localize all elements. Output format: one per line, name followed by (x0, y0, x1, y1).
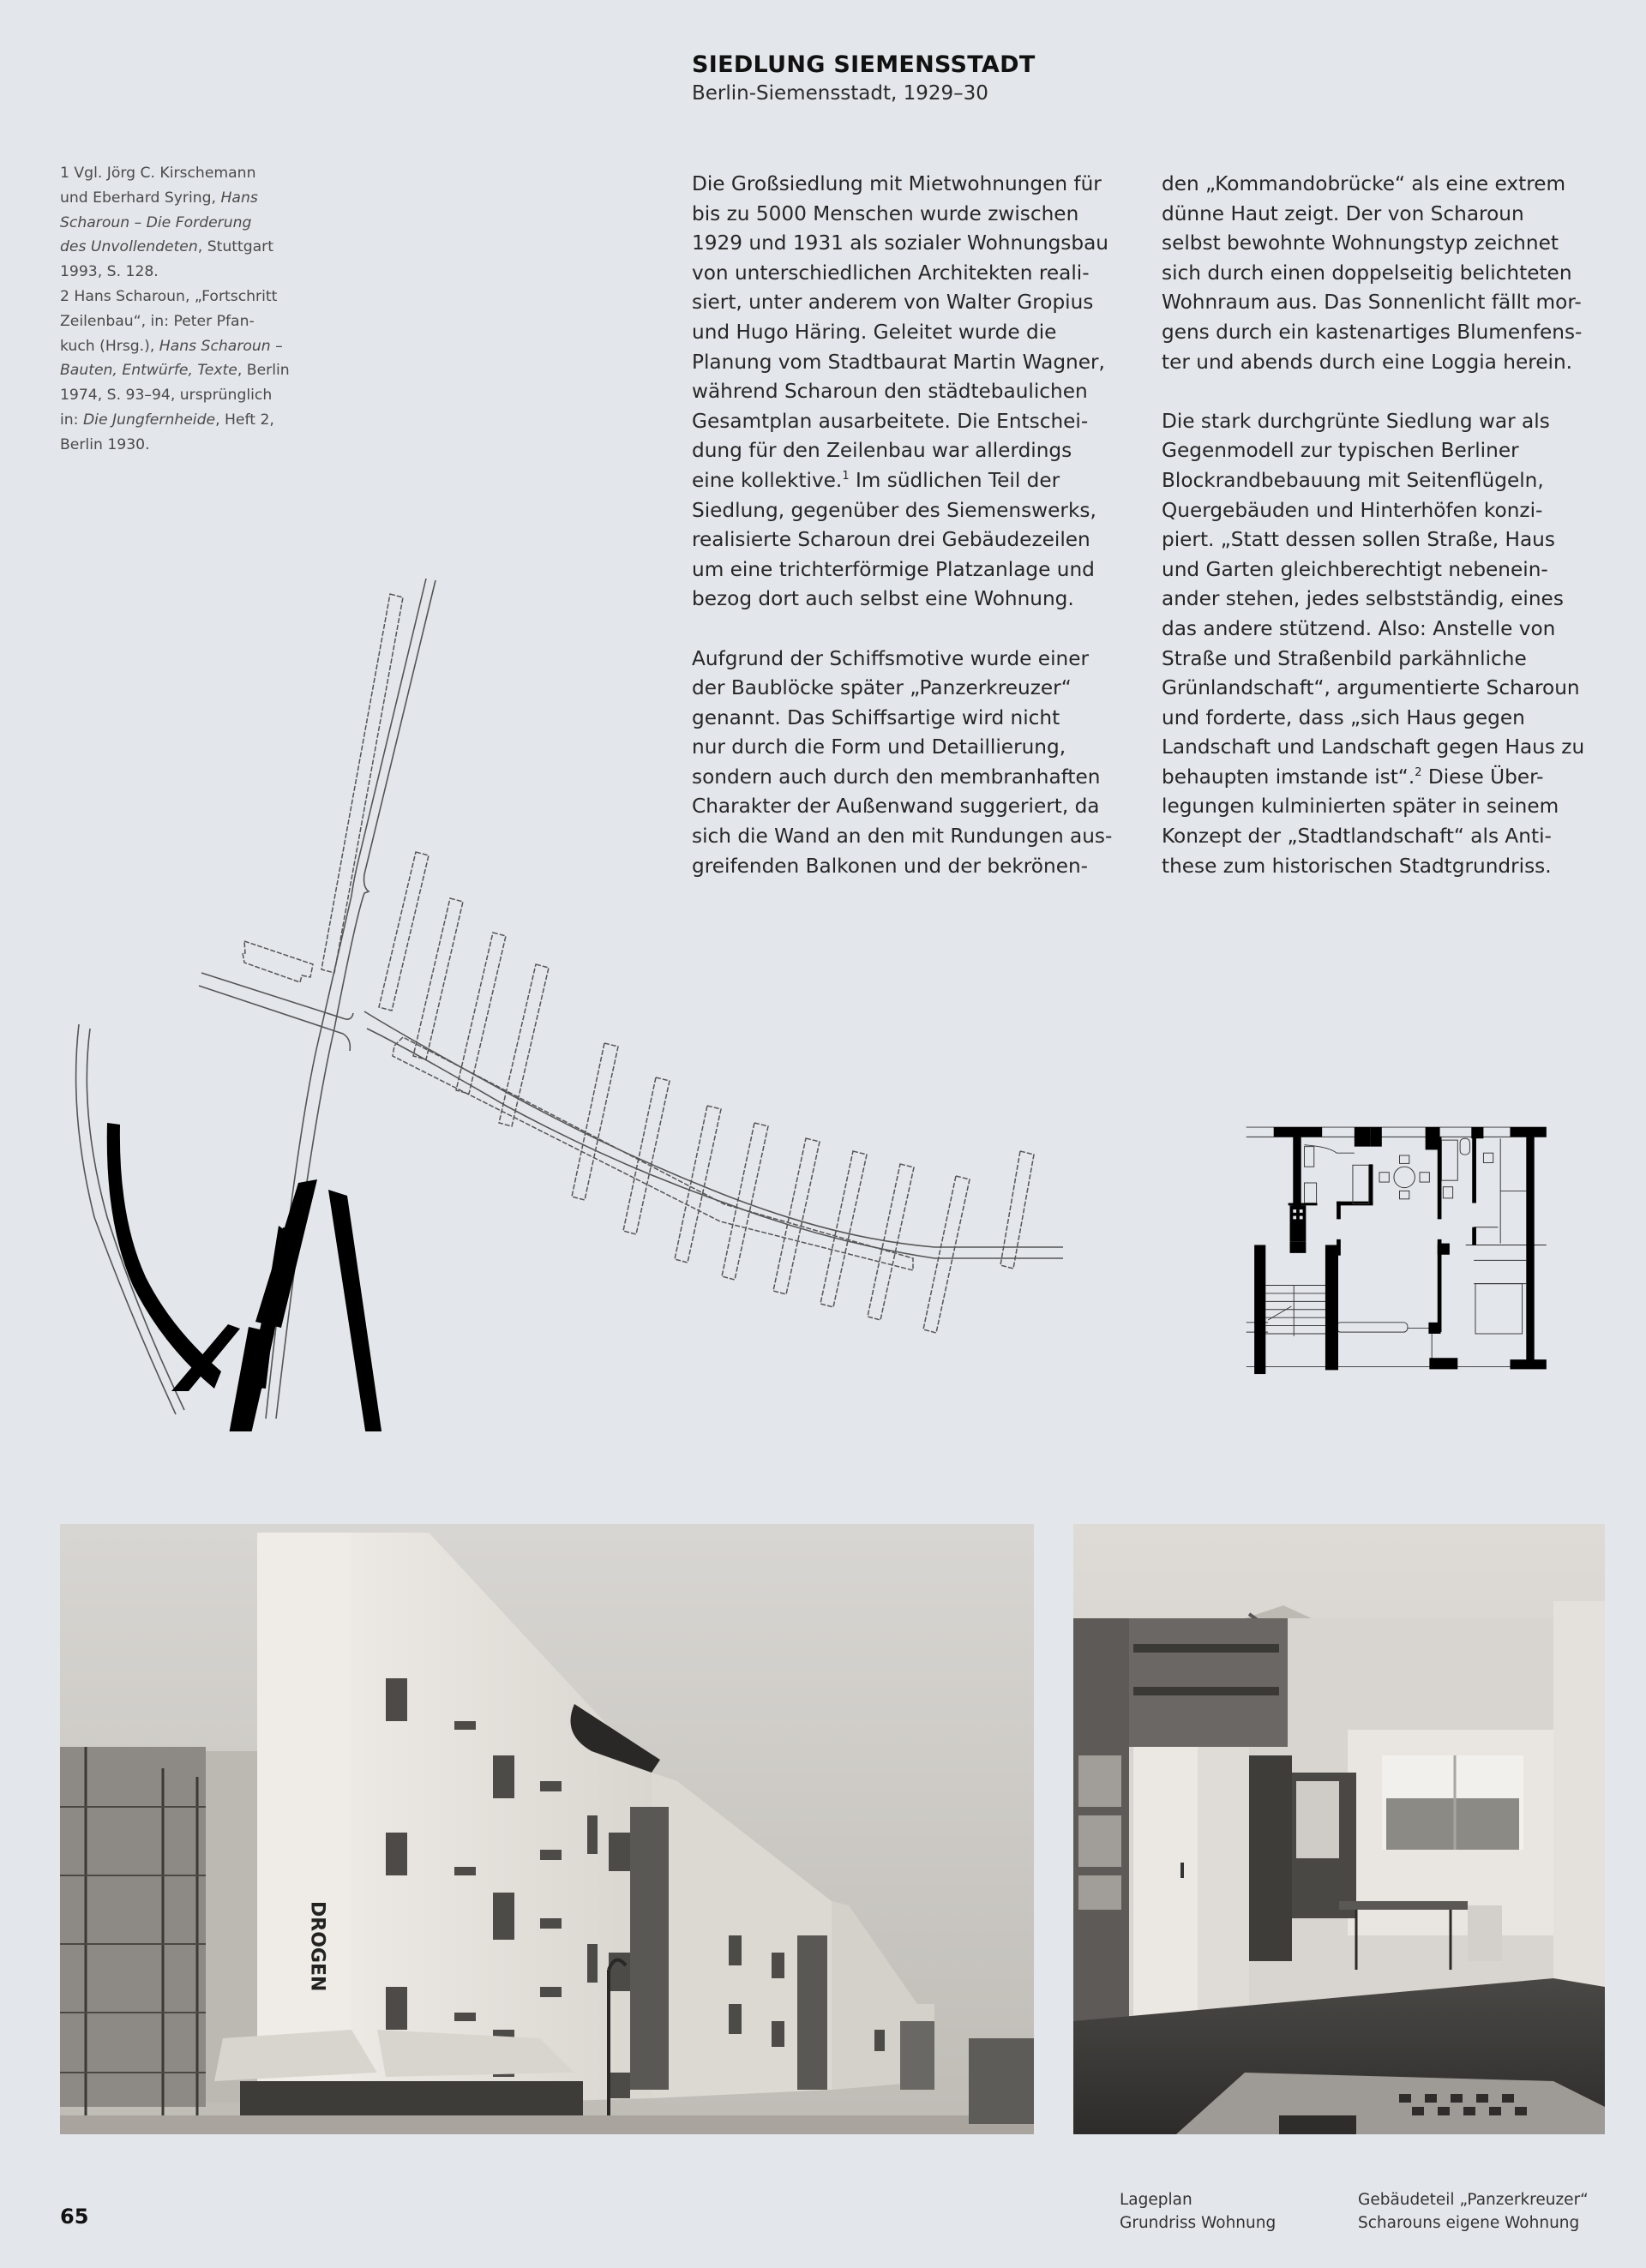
caption-floor-plan: Grundriss Wohnung (1120, 2214, 1277, 2232)
footnotes (60, 161, 326, 458)
footnote-line: kuch (Hrsg.), Hans Scharoun – (60, 337, 283, 355)
building-row (722, 1123, 768, 1280)
dining-table (1394, 1167, 1415, 1187)
site-plan-building-rows (243, 594, 1034, 1333)
photo-scharoun-apartment-image (1073, 1524, 1605, 2134)
building-row (456, 933, 506, 1094)
building-row (1000, 1151, 1034, 1269)
footnote-line: Scharoun – Die Forderung (60, 213, 252, 231)
page-subtitle: Berlin-Siemensstadt, 1929–30 (692, 82, 988, 105)
street-east-a (364, 1011, 1063, 1247)
footnote-line: Berlin 1930. (60, 435, 150, 453)
photo-panzerkreuzer-image (60, 1524, 1034, 2134)
building-row (923, 1176, 970, 1333)
caption-photo-apartment: Scharouns eigene Wohnung (1358, 2214, 1580, 2232)
footnote-line: Bauten, Entwürfe, Texte, Berlin (60, 362, 290, 380)
signage-vertical: DROGEN (306, 1901, 328, 1992)
building-row (243, 941, 313, 982)
footnote-1 (60, 161, 326, 285)
footnote-line: in: Die Jungfernheide, Heft 2, (60, 411, 274, 429)
caption-plans (1120, 2188, 1276, 2235)
page-title: SIEDLUNG SIEMENSSTADT (692, 51, 1036, 78)
street-west-b (199, 986, 350, 1051)
footnote-line: 1974, S. 93–94, ursprünglich (60, 387, 273, 405)
building-row (773, 1138, 820, 1294)
floor-plan-walls (1254, 1127, 1547, 1374)
site-plan-streets (76, 579, 1063, 1419)
footnote-marker[interactable]: 2 (1415, 765, 1422, 779)
footnote-2 (60, 285, 326, 458)
footnote-line: 1993, S. 128. (60, 263, 159, 281)
body-column-2 (1162, 170, 1625, 911)
building-row (379, 852, 429, 1011)
building-row (413, 898, 463, 1059)
body-paragraph: Die Großsiedlung mit Mietwohnungen für bis zu 5000 Menschen wurde zwischen 1929 und 1931 als sozialer Wohnungsbau von unterschiedlichen Architekten reali- siert, unter anderem von Walter Gropius und Hugo Häring. Geleitet wurde die Planung vom Stadtbaurat Martin Wagner, während Scharoun den städtebaulichen Gesamtplan ausarbeitete. Die Entschei- dung für den Zeilenbau war allerdings eine kollektive.$^1$ Im südlichen Teil der Siedlung, gegenüber des Siemenswerks, realisierte Scharoun drei Gebäudezeilen um eine trichterförmige Platzanlage und bezog dort auch selbst eine Wohnung. (692, 172, 1109, 611)
building-row (321, 594, 403, 973)
photo-panzerkreuzer (60, 1524, 1034, 2134)
body-paragraph: Die stark durchgrünte Siedlung war als Gegenmodell zur typischen Berliner Blockrandbebauung mit Seitenflügeln, Quergebäuden und Hinterhöfen konzi- piert. „Statt dessen sollen Straße, Haus und Garten gleichberechtigt nebenein- ander stehen, jedes selbstständig, eines das andere stützend. Also: Anstelle von Straße und Straßenbild parkähnliche Grünlandschaft“, argumentierte Scharoun und forderte, dass „sich Haus gegen Landschaft und Landschaft gegen Haus zu behaupten imstande ist“.$^2$ Diese Über- legungen kulminierten später in seinem Konzept der „Stadtlandschaft“ als Anti- these zum historischen Stadtgrundriss. (1162, 409, 1585, 878)
article-header (692, 50, 1036, 106)
site-plan (60, 566, 1072, 1431)
caption-site-plan: Lageplan (1120, 2191, 1192, 2209)
footnote-line: 1 Vgl. Jörg C. Kirschemann (60, 165, 256, 182)
caption-photo-panzerkreuzer: Gebäudeteil „Panzerkreuzer“ (1358, 2191, 1589, 2209)
building-zigzag (255, 1179, 317, 1328)
page-number: 65 (60, 2205, 89, 2229)
floor-plan (1226, 1114, 1560, 1389)
footnote-line: und Eberhard Syring, Hans (60, 189, 258, 207)
photo-scharoun-apartment (1073, 1524, 1605, 2134)
footnote-line: des Unvollendeten, Stuttgart (60, 238, 273, 256)
building-row (572, 1043, 618, 1200)
footnote-marker[interactable]: 1 (842, 469, 850, 483)
building-curved (107, 1123, 221, 1389)
site-plan-scharoun-buildings (107, 1123, 384, 1431)
caption-photos (1358, 2188, 1589, 2235)
street-southwest-b (87, 1029, 184, 1410)
body-paragraph: Aufgrund der Schiffsmotive wurde einer der Baublöcke später „Panzerkreuzer“ genannt. Das Schiffsartige wird nicht nur durch die Form und Detaillierung, sondern auch durch den membranhaften Charakter der Außenwand suggeriert, da sich die Wand an den mit Rundungen aus- greifenden Balkonen und der bekrönen- (692, 646, 1113, 878)
street-east-b (367, 1029, 1063, 1258)
footnote-line: 2 Hans Scharoun, „Fortschritt (60, 287, 278, 305)
footnote-line: Zeilenbau“, in: Peter Pfan- (60, 312, 255, 330)
body-paragraph: den „Kommandobrücke“ als eine extrem dünne Haut zeigt. Der von Scharoun selbst bewohnte Wohnungstyp zeichnet sich durch einen doppelseitig belichteten Wohnraum aus. Das Sonnenlicht fällt mor- gens durch ein kastenartiges Blumenfens- ter und abends durch eine Loggia herein. (1162, 172, 1583, 374)
building-straight (328, 1190, 384, 1431)
